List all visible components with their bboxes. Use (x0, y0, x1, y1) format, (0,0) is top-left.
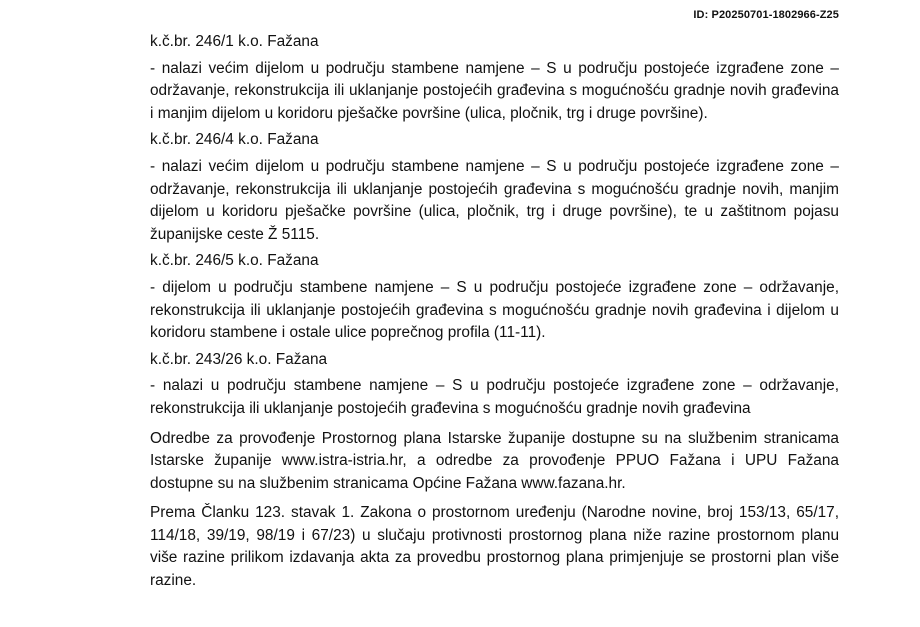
parcel-heading-246-1: k.č.br. 246/1 k.o. Fažana (150, 33, 319, 50)
law-paragraph: Prema Članku 123. stavak 1. Zakona o prostornom uređenju (Narodne novine, broj 153/13, 65/17, 114/18, 39/19, 98/19 i 67/23) u slučaju protivnosti prostornog plana niže razine prostornom planu više razine prilikom izdavanja akta za provedbu prostornog plana primjenjuje se prostorni plan više razine. (150, 504, 839, 590)
parcel-description-243-26: - nalazi u području stambene namjene – S u području postojeće izgrađene zone – održavanje, rekonstrukcija ili uklanjanje postojećih građevina s mogućnošću gradnje novih građevina (150, 377, 839, 417)
provisions-paragraph: Odredbe za provođenje Prostornog plana Istarske županije dostupne su na službenim stranicama Istarske županije www.istra-istria.hr, a odredbe za provođenje PPUO Fažana i UPU Fažana dostupne su na službenim stranicama Općine Fažana www.fazana.hr. (150, 429, 839, 492)
parcel-heading-246-5: k.č.br. 246/5 k.o. Fažana (150, 252, 319, 270)
parcel-heading-243-26: k.č.br. 243/26 k.o. Fažana (150, 350, 328, 368)
parcel-heading-246-4: k.č.br. 246/4 k.o. Fažana (150, 131, 319, 149)
parcel-description-246-4: - nalazi većim dijelom u području stambene namjene – S u području postojeće izgrađene zone – održavanje, rekonstrukcija ili uklanjanje postojećih građevina s mogućnošću gradnje novih, manjim dijelom u koridoru pješačke površine (ulica, pločnik, trg i druge površine), te u zaštitnom pojasu županijske ceste Ž 5115. (150, 157, 839, 243)
parcel-description-246-1: - nalazi većim dijelom u području stambene namjene – S u području postojeće izgrađene zone – održavanje, rekonstrukcija ili uklanjanje postojećih građevina s mogućnošću gradnje novih građevina i manjim dijelom u koridoru pješačke površine (ulica, pločnik, trg i druge površine). (150, 59, 839, 122)
document-id: ID: P20250701-1802966-Z25 (693, 9, 839, 21)
parcel-description-246-5: - dijelom u području stambene namjene – S u području postojeće izgrađene zone – održavanje, rekonstrukcija ili uklanjanje postojećih građevina s mogućnošću gradnje novih građevina i dijelom u koridoru stambene i ostale ulice poprečnog profila (11-11). (150, 278, 839, 342)
document-body (150, 31, 839, 593)
